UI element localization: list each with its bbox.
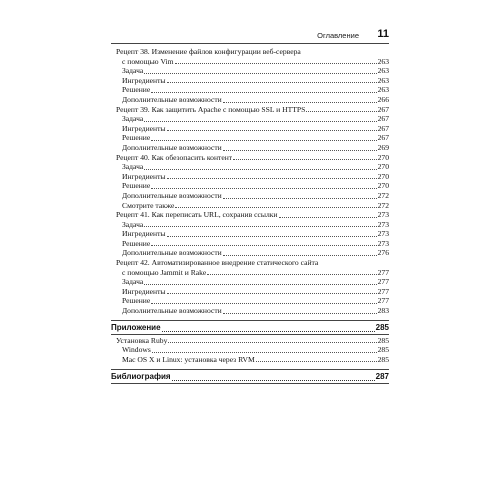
toc-page-number: 273 bbox=[377, 229, 389, 239]
toc-subentry[interactable] bbox=[111, 95, 389, 105]
toc-page-number: 273 bbox=[377, 238, 389, 248]
toc-page-number: 263 bbox=[377, 85, 389, 95]
toc-subentry-label: Ингредиенты bbox=[122, 123, 166, 133]
toc-page-number: 263 bbox=[377, 66, 389, 76]
dot-leader bbox=[223, 197, 377, 199]
toc-page-number: 270 bbox=[377, 171, 389, 181]
dot-leader bbox=[151, 244, 376, 246]
toc-subentry[interactable] bbox=[111, 306, 389, 316]
toc-entry-title: Рецепт 42. Автоматизированное внедрение статического сайта bbox=[116, 258, 319, 268]
toc-entry-title: Рецепт 38. Изменение файлов конфигурации веб-сервера bbox=[116, 47, 301, 56]
toc-page-number: 272 bbox=[377, 190, 389, 200]
header-rule bbox=[111, 43, 389, 44]
toc-entry-recipe-38-cont[interactable] bbox=[111, 57, 389, 67]
toc-subentry-label: Задача bbox=[122, 66, 144, 76]
dot-leader bbox=[223, 149, 377, 151]
toc-entry-recipe-40[interactable] bbox=[111, 153, 389, 163]
toc-entry-title: Рецепт 41. Как переписать URL, сохранив ссылки bbox=[116, 210, 278, 220]
dot-leader bbox=[168, 341, 376, 343]
toc-subentry[interactable] bbox=[111, 181, 389, 191]
toc-page-number: 277 bbox=[377, 267, 389, 277]
toc-entry-recipe-41[interactable] bbox=[111, 210, 389, 220]
toc-subentry[interactable] bbox=[111, 287, 389, 297]
toc-entry-recipe-42-cont[interactable] bbox=[111, 268, 389, 278]
toc-subentry[interactable] bbox=[111, 229, 389, 239]
dot-leader bbox=[306, 110, 376, 112]
dot-leader bbox=[162, 330, 375, 332]
toc-subentry-label: Решение bbox=[122, 296, 151, 306]
toc-subentry[interactable] bbox=[111, 124, 389, 134]
toc-page-number: 266 bbox=[377, 94, 389, 104]
dot-leader bbox=[223, 312, 377, 314]
toc-subentry-label: Дополнительные возможности bbox=[122, 248, 222, 258]
toc-entry-title: Рецепт 39. Как защитить Apache с помощью SSL и HTTPS bbox=[116, 104, 306, 114]
toc-subentry[interactable] bbox=[111, 296, 389, 306]
toc-subentry-label: Смотрите также bbox=[122, 200, 175, 210]
toc-section-bibliography[interactable] bbox=[111, 370, 389, 383]
toc-subentry[interactable] bbox=[111, 143, 389, 153]
toc-subentry-label: Решение bbox=[122, 181, 151, 191]
toc-entry-title: Установка Ruby bbox=[116, 335, 168, 345]
toc-page-number: 272 bbox=[377, 200, 389, 210]
toc-page-number: 269 bbox=[377, 142, 389, 152]
toc-page-number: 267 bbox=[377, 123, 389, 133]
toc-page-number: 263 bbox=[377, 56, 389, 66]
toc-entry-recipe-38[interactable] bbox=[111, 47, 389, 57]
dot-leader bbox=[144, 225, 376, 227]
toc-subentry-label: Дополнительные возможности bbox=[122, 94, 222, 104]
toc-subentry[interactable] bbox=[111, 114, 389, 124]
toc-subentry-label: Mac OS X и Linux: установка через RVM bbox=[122, 354, 255, 364]
dot-leader bbox=[175, 62, 377, 64]
toc-subentry[interactable] bbox=[111, 76, 389, 86]
dot-leader bbox=[144, 72, 376, 74]
dot-leader bbox=[167, 177, 377, 179]
header-title: Оглавление bbox=[317, 31, 359, 40]
toc-entry-recipe-42[interactable] bbox=[111, 258, 389, 268]
running-header bbox=[111, 28, 389, 42]
toc-subentry-label: Решение bbox=[122, 85, 151, 95]
toc-page-number: 285 bbox=[377, 335, 389, 345]
section-rule bbox=[111, 334, 389, 335]
toc-page-number: 277 bbox=[377, 286, 389, 296]
toc-page-number: 276 bbox=[377, 248, 389, 258]
dot-leader bbox=[144, 283, 376, 285]
toc-page-number: 263 bbox=[377, 75, 389, 85]
toc-subentry-label: Задача bbox=[122, 219, 144, 229]
toc-subentry[interactable] bbox=[111, 66, 389, 76]
toc-subentry[interactable] bbox=[111, 220, 389, 230]
toc-subentry[interactable] bbox=[111, 85, 389, 95]
dot-leader bbox=[233, 158, 377, 160]
toc-section-appendix[interactable] bbox=[111, 321, 389, 334]
toc-entry-title: Рецепт 40. Как обезопасить контент bbox=[116, 152, 233, 162]
toc-entry-title: с помощью Jammit и Rake bbox=[122, 267, 207, 277]
toc-page-number: 270 bbox=[377, 181, 389, 191]
dot-leader bbox=[144, 168, 376, 170]
dot-leader bbox=[151, 187, 376, 189]
toc-subentry-label: Windows bbox=[122, 345, 151, 355]
toc-subentry[interactable] bbox=[111, 355, 389, 365]
toc-subentry-label: Ингредиенты bbox=[122, 171, 166, 181]
toc-page-number: 267 bbox=[377, 133, 389, 143]
toc-page-number: 270 bbox=[377, 162, 389, 172]
toc-section-title: Приложение bbox=[111, 322, 161, 332]
toc-subentry[interactable] bbox=[111, 277, 389, 287]
dot-leader bbox=[167, 81, 377, 83]
toc-page-number: 285 bbox=[375, 322, 389, 332]
toc-entry-install-ruby[interactable] bbox=[111, 336, 389, 346]
dot-leader bbox=[151, 91, 376, 93]
dot-leader bbox=[151, 139, 376, 141]
toc-subentry-label: Решение bbox=[122, 238, 151, 248]
toc-subentry-label: Решение bbox=[122, 133, 151, 143]
toc-subentry-label: Дополнительные возможности bbox=[122, 306, 222, 316]
toc-subentry-label: Задача bbox=[122, 277, 144, 287]
dot-leader bbox=[256, 360, 377, 362]
toc-subentry[interactable] bbox=[111, 201, 389, 211]
dot-leader bbox=[207, 273, 376, 275]
toc-subentry-label: Дополнительные возможности bbox=[122, 190, 222, 200]
dot-leader bbox=[151, 302, 376, 304]
toc-page-number: 285 bbox=[377, 354, 389, 364]
dot-leader bbox=[144, 120, 376, 122]
toc-subentry-label: Задача bbox=[122, 114, 144, 124]
table-of-contents bbox=[111, 47, 389, 384]
toc-subentry-label: Ингредиенты bbox=[122, 229, 166, 239]
dot-leader bbox=[172, 379, 375, 381]
toc-page-number: 273 bbox=[377, 210, 389, 220]
toc-subentry-label: Ингредиенты bbox=[122, 75, 166, 85]
dot-leader bbox=[167, 292, 377, 294]
dot-leader bbox=[279, 216, 377, 218]
toc-page-number: 267 bbox=[377, 114, 389, 124]
dot-leader bbox=[175, 206, 376, 208]
toc-entry-title: с помощью Vim bbox=[122, 56, 174, 66]
toc-subentry[interactable] bbox=[111, 345, 389, 355]
toc-page-number: 285 bbox=[377, 345, 389, 355]
toc-subentry-label: Дополнительные возможности bbox=[122, 142, 222, 152]
header-page-number: 11 bbox=[377, 28, 389, 40]
dot-leader bbox=[167, 235, 377, 237]
toc-page-number: 277 bbox=[377, 296, 389, 306]
section-rule bbox=[111, 383, 389, 384]
toc-subentry[interactable] bbox=[111, 191, 389, 201]
toc-page-number: 287 bbox=[375, 372, 389, 382]
toc-section-title: Библиография bbox=[111, 372, 171, 382]
toc-subentry[interactable] bbox=[111, 239, 389, 249]
toc-page-number: 277 bbox=[377, 277, 389, 287]
toc-subentry-label: Задача bbox=[122, 162, 144, 172]
dot-leader bbox=[223, 101, 377, 103]
dot-leader bbox=[167, 129, 377, 131]
toc-subentry[interactable] bbox=[111, 133, 389, 143]
toc-page-number: 283 bbox=[377, 306, 389, 316]
dot-leader bbox=[152, 351, 377, 353]
toc-page-number: 267 bbox=[377, 104, 389, 114]
toc-subentry[interactable] bbox=[111, 172, 389, 182]
toc-subentry[interactable] bbox=[111, 248, 389, 258]
toc-page-number: 270 bbox=[377, 152, 389, 162]
toc-subentry[interactable] bbox=[111, 162, 389, 172]
dot-leader bbox=[223, 254, 377, 256]
toc-page-number: 273 bbox=[377, 219, 389, 229]
toc-entry-recipe-39[interactable] bbox=[111, 105, 389, 115]
toc-subentry-label: Ингредиенты bbox=[122, 286, 166, 296]
